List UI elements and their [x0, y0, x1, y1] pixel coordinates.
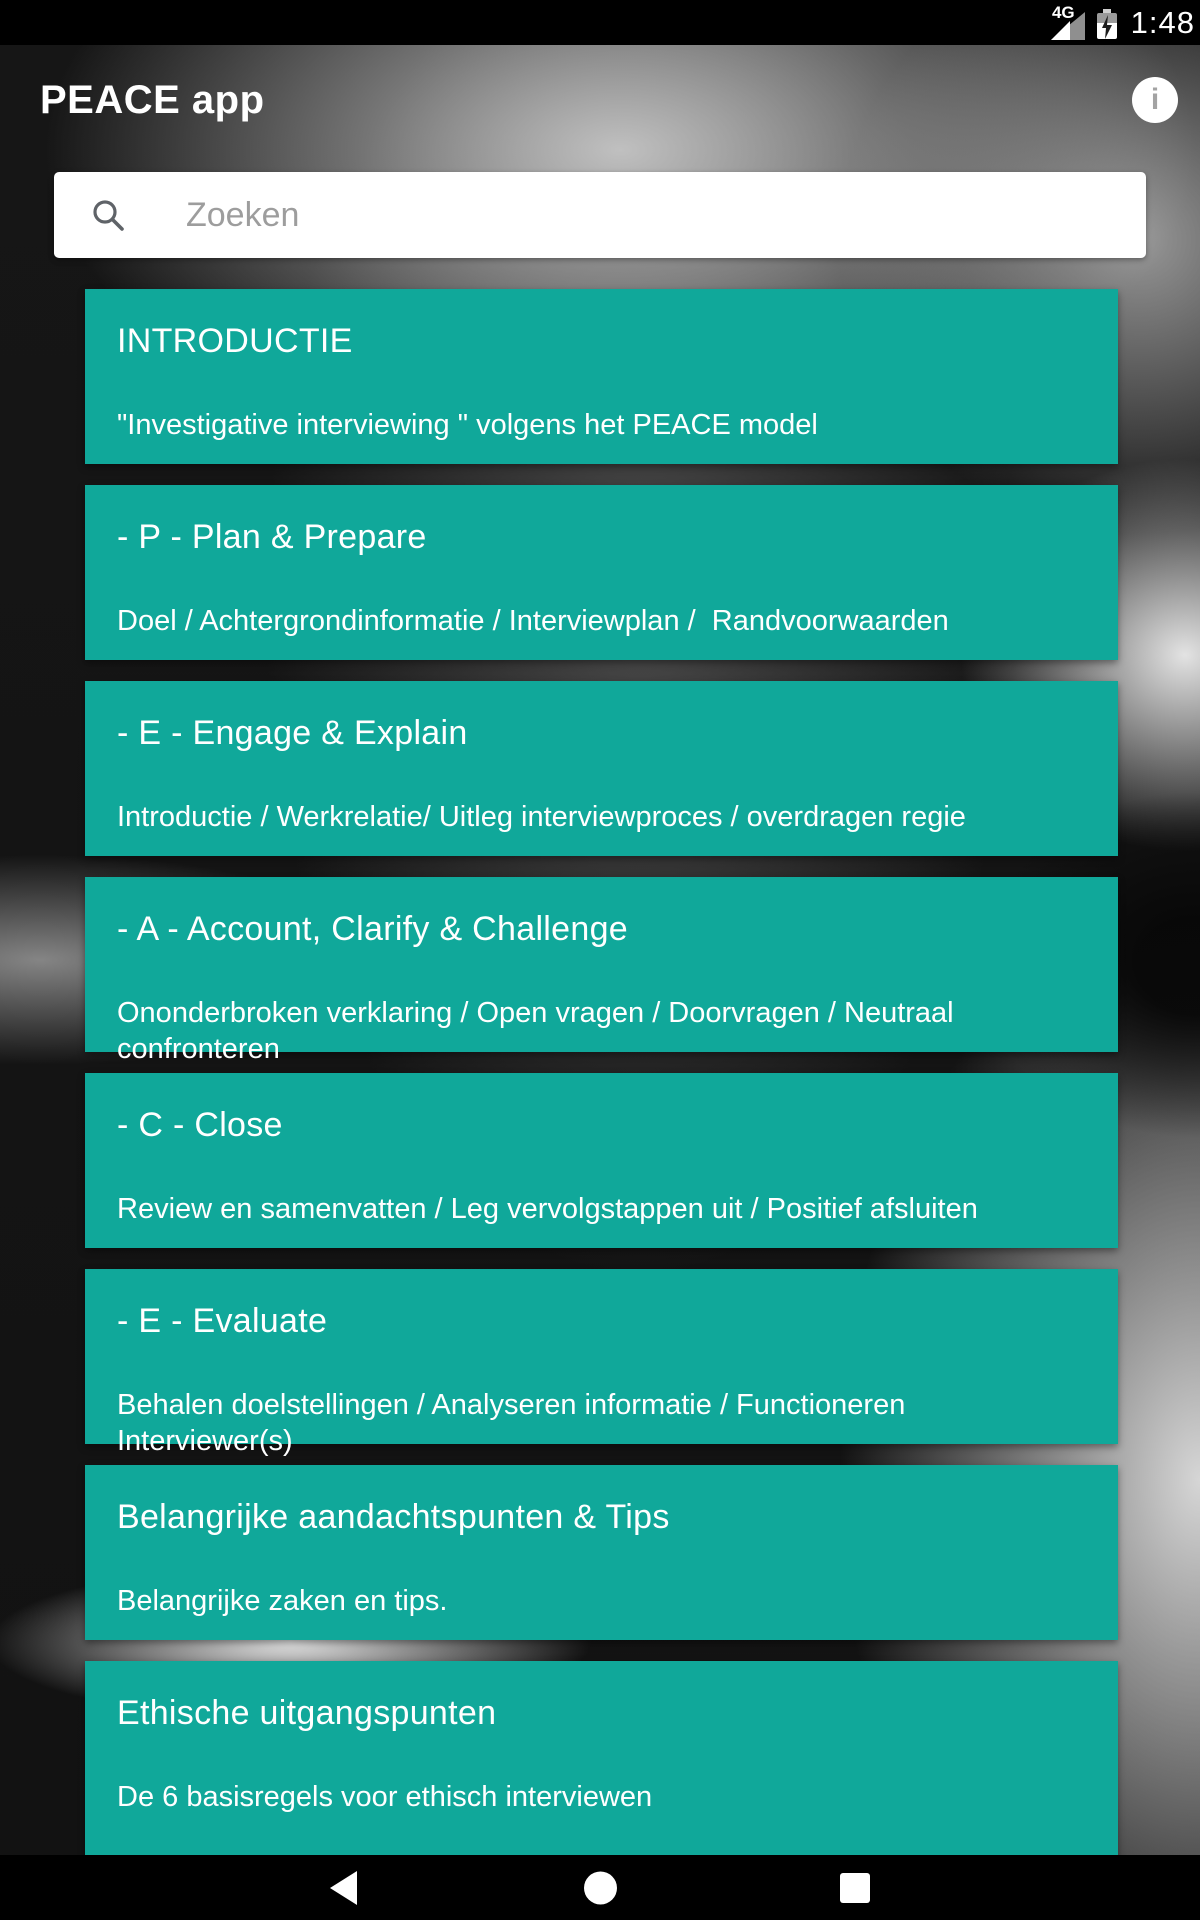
- network-type-label: 4G: [1051, 3, 1075, 22]
- back-icon[interactable]: [330, 1871, 357, 1905]
- card-title: Belangrijke aandachtspunten & Tips: [117, 1498, 670, 1536]
- section-card[interactable]: [85, 681, 1118, 856]
- card-title: - E - Evaluate: [117, 1302, 328, 1340]
- section-list: [85, 289, 1118, 1876]
- section-card[interactable]: [85, 1073, 1118, 1248]
- card-subtitle: "Investigative interviewing " volgens het PEACE model: [117, 409, 818, 441]
- section-card[interactable]: [85, 1661, 1118, 1876]
- search-bar[interactable]: [54, 172, 1146, 258]
- recents-icon[interactable]: [840, 1873, 870, 1903]
- card-title: INTRODUCTIE: [117, 322, 353, 360]
- info-icon-glyph: i: [1150, 83, 1160, 116]
- card-title: - C - Close: [117, 1106, 283, 1144]
- card-subtitle: Review en samenvatten / Leg vervolgstappen uit / Positief afsluiten: [117, 1193, 978, 1225]
- card-title: - A - Account, Clarify & Challenge: [117, 910, 629, 948]
- home-icon[interactable]: [584, 1871, 617, 1904]
- section-card[interactable]: [85, 289, 1118, 464]
- section-card[interactable]: [85, 1465, 1118, 1640]
- status-bar: [0, 0, 1200, 45]
- android-nav-bar: [0, 1855, 1200, 1920]
- card-subtitle: Belangrijke zaken en tips.: [117, 1585, 448, 1617]
- section-card[interactable]: [85, 1269, 1118, 1457]
- search-icon: [90, 197, 126, 233]
- card-subtitle: Ononderbroken verklaring / Open vragen / Doorvragen / Neutraal confronteren: [117, 997, 962, 1065]
- info-icon[interactable]: [1132, 77, 1178, 123]
- card-title: Ethische uitgangspunten: [117, 1694, 497, 1732]
- card-subtitle: Behalen doelstellingen / Analyseren informatie / Functioneren Interviewer(s): [117, 1389, 914, 1457]
- search-input[interactable]: [186, 196, 1146, 235]
- battery-charging-icon: [1097, 9, 1117, 39]
- section-card[interactable]: [85, 485, 1118, 660]
- card-subtitle: De 6 basisregels voor ethisch interviewen: [117, 1781, 653, 1813]
- clock: 1:48: [1130, 4, 1195, 40]
- page-title: PEACE app: [40, 78, 265, 122]
- card-title: - E - Engage & Explain: [117, 714, 468, 752]
- card-title: - P - Plan & Prepare: [117, 518, 427, 556]
- card-subtitle: Doel / Achtergrondinformatie / Interviewplan / Randvoorwaarden: [117, 605, 949, 637]
- section-card[interactable]: [85, 877, 1118, 1065]
- card-subtitle: Introductie / Werkrelatie/ Uitleg interviewproces / overdragen regie: [117, 801, 966, 833]
